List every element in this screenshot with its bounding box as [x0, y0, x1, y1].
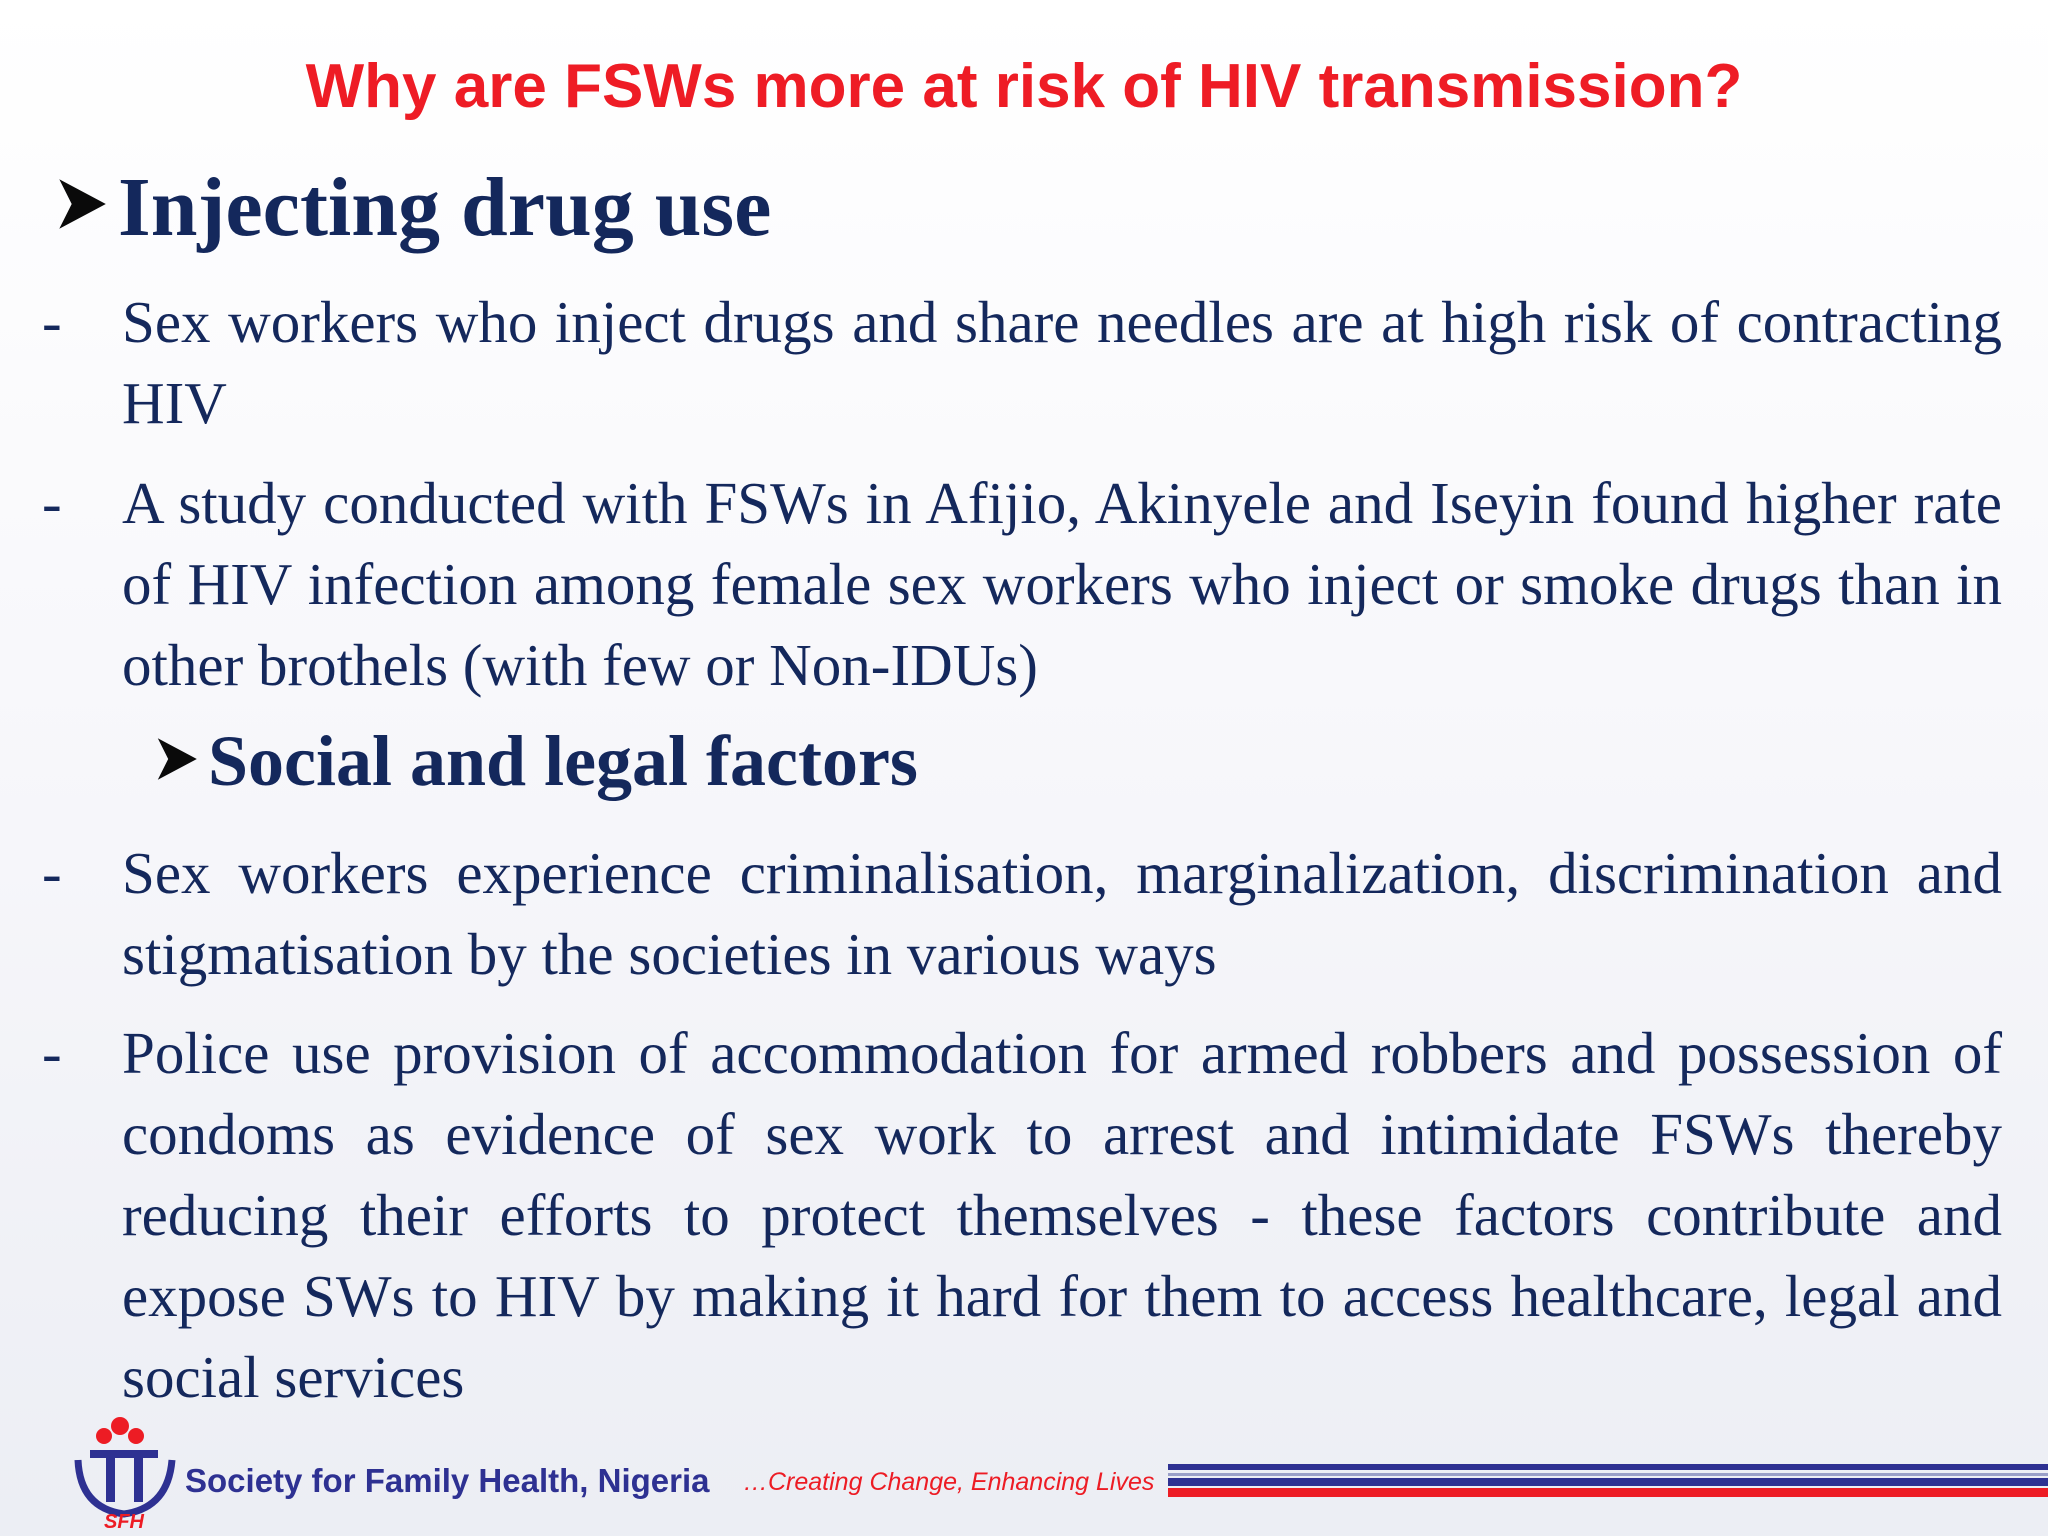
slide-title: Why are FSWs more at risk of HIV transmission? — [305, 52, 1743, 121]
dash-bullet: - — [42, 1020, 62, 1086]
footer — [60, 1410, 2048, 1536]
dash-bullet: - — [42, 840, 62, 906]
org-name: Society for Family Health, Nigeria — [185, 1462, 710, 1499]
footer-stripes-icon — [1168, 1464, 2048, 1504]
dash-bullet: - — [42, 289, 62, 355]
list-item — [42, 1013, 2002, 1418]
tagline: …Creating Change, Enhancing Lives — [743, 1468, 1155, 1496]
sfh-logo-icon — [60, 1410, 190, 1530]
section-heading-text: Social and legal factors — [208, 721, 918, 801]
bullet-text: Police use provision of accommodation for armed robbers and possession of condoms as evidence of sex work to arrest and intimidate FSWs thereby reducing their efforts to protect themselves - these factors contribute and expose SWs to HIV by making it hard for them to access healthcare, legal and social services — [122, 1020, 2002, 1410]
section-heading-social-legal-factors — [150, 720, 918, 803]
bullet-text: A study conducted with FSWs in Afijio, Akinyele and Iseyin found higher rate of HIV infection among female sex workers who inject or smoke drugs than in other brothels (with few or Non-IDUs) — [122, 470, 2002, 698]
arrowhead-bullet-icon — [50, 160, 112, 257]
list-item — [42, 282, 2002, 444]
bullet-text: Sex workers who inject drugs and share needles are at high risk of contracting HIV — [122, 289, 2002, 436]
section-heading-injecting-drug-use — [50, 160, 771, 257]
arrowhead-bullet-icon — [150, 720, 202, 803]
bullet-text: Sex workers experience criminalisation, marginalization, discrimination and stigmatisation by the societies in various ways — [122, 840, 2002, 987]
svg-text:SFH: SFH — [104, 1511, 144, 1530]
list-item — [42, 463, 2002, 706]
section-heading-text: Injecting drug use — [118, 161, 772, 254]
list-item — [42, 833, 2002, 995]
dash-bullet: - — [42, 470, 62, 536]
